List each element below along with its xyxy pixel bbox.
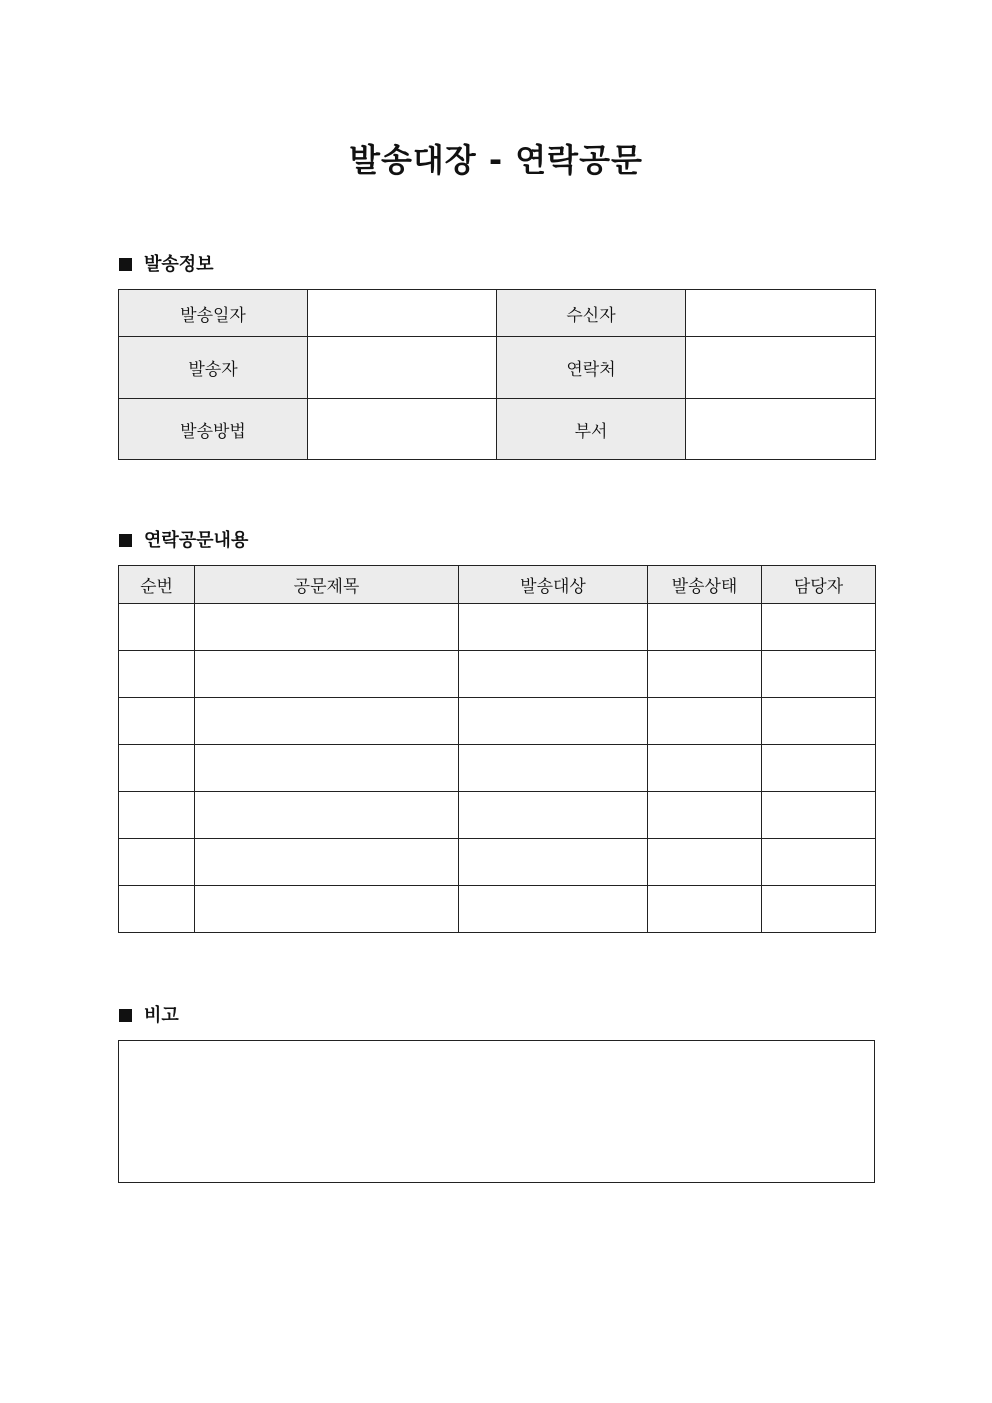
send-info-row (119, 290, 876, 337)
cell-status[interactable] (648, 604, 762, 651)
cell-target[interactable] (459, 745, 648, 792)
cell-manager[interactable] (762, 886, 876, 933)
cell-manager[interactable] (762, 651, 876, 698)
send-info-row (119, 337, 876, 399)
cell-target[interactable] (459, 839, 648, 886)
recipient-label: 수신자 (497, 290, 686, 337)
header-target: 발송대상 (459, 566, 648, 604)
cell-status[interactable] (648, 839, 762, 886)
cell-manager[interactable] (762, 839, 876, 886)
cell-status[interactable] (648, 886, 762, 933)
sender-label: 발송자 (119, 337, 308, 399)
cell-manager[interactable] (762, 604, 876, 651)
contact-field[interactable] (686, 337, 876, 399)
contact-label: 연락처 (497, 337, 686, 399)
cell-target[interactable] (459, 698, 648, 745)
square-bullet-icon (119, 534, 132, 547)
department-field[interactable] (686, 399, 876, 460)
recipient-field[interactable] (686, 290, 876, 337)
cell-subject[interactable] (195, 651, 459, 698)
table-row (119, 651, 876, 698)
cell-target[interactable] (459, 886, 648, 933)
send-method-label: 발송방법 (119, 399, 308, 460)
cell-status[interactable] (648, 745, 762, 792)
section-content-label: 연락공문내용 (144, 530, 249, 551)
cell-subject[interactable] (195, 698, 459, 745)
cell-seq[interactable] (119, 745, 195, 792)
content-table (118, 565, 876, 933)
cell-target[interactable] (459, 651, 648, 698)
cell-seq[interactable] (119, 839, 195, 886)
sender-field[interactable] (308, 337, 497, 399)
cell-subject[interactable] (195, 792, 459, 839)
cell-seq[interactable] (119, 698, 195, 745)
section-send-info-label: 발송정보 (144, 254, 214, 275)
section-send-info-heading (119, 254, 214, 276)
cell-status[interactable] (648, 651, 762, 698)
square-bullet-icon (119, 258, 132, 271)
header-status: 발송상태 (648, 566, 762, 604)
cell-target[interactable] (459, 604, 648, 651)
cell-status[interactable] (648, 698, 762, 745)
send-date-field[interactable] (308, 290, 497, 337)
table-row (119, 886, 876, 933)
table-row (119, 839, 876, 886)
cell-subject[interactable] (195, 604, 459, 651)
send-method-field[interactable] (308, 399, 497, 460)
cell-manager[interactable] (762, 698, 876, 745)
table-row (119, 745, 876, 792)
section-content-heading (119, 530, 248, 552)
send-info-row (119, 399, 876, 460)
send-date-label: 발송일자 (119, 290, 308, 337)
cell-status[interactable] (648, 792, 762, 839)
header-seq: 순번 (119, 566, 195, 604)
section-remarks-label: 비고 (144, 1005, 179, 1026)
cell-seq[interactable] (119, 886, 195, 933)
cell-target[interactable] (459, 792, 648, 839)
section-remarks-heading (119, 1005, 179, 1027)
header-subject: 공문제목 (195, 566, 459, 604)
table-row (119, 792, 876, 839)
cell-seq[interactable] (119, 604, 195, 651)
cell-subject[interactable] (195, 745, 459, 792)
cell-seq[interactable] (119, 651, 195, 698)
cell-subject[interactable] (195, 839, 459, 886)
square-bullet-icon (119, 1009, 132, 1022)
table-row (119, 604, 876, 651)
department-label: 부서 (497, 399, 686, 460)
table-row (119, 698, 876, 745)
cell-manager[interactable] (762, 792, 876, 839)
table-header-row (119, 566, 876, 604)
send-info-table (118, 289, 876, 460)
page-title: 발송대장 - 연락공문 (349, 141, 643, 179)
cell-subject[interactable] (195, 886, 459, 933)
cell-manager[interactable] (762, 745, 876, 792)
header-manager: 담당자 (762, 566, 876, 604)
remarks-box[interactable] (118, 1040, 875, 1183)
cell-seq[interactable] (119, 792, 195, 839)
